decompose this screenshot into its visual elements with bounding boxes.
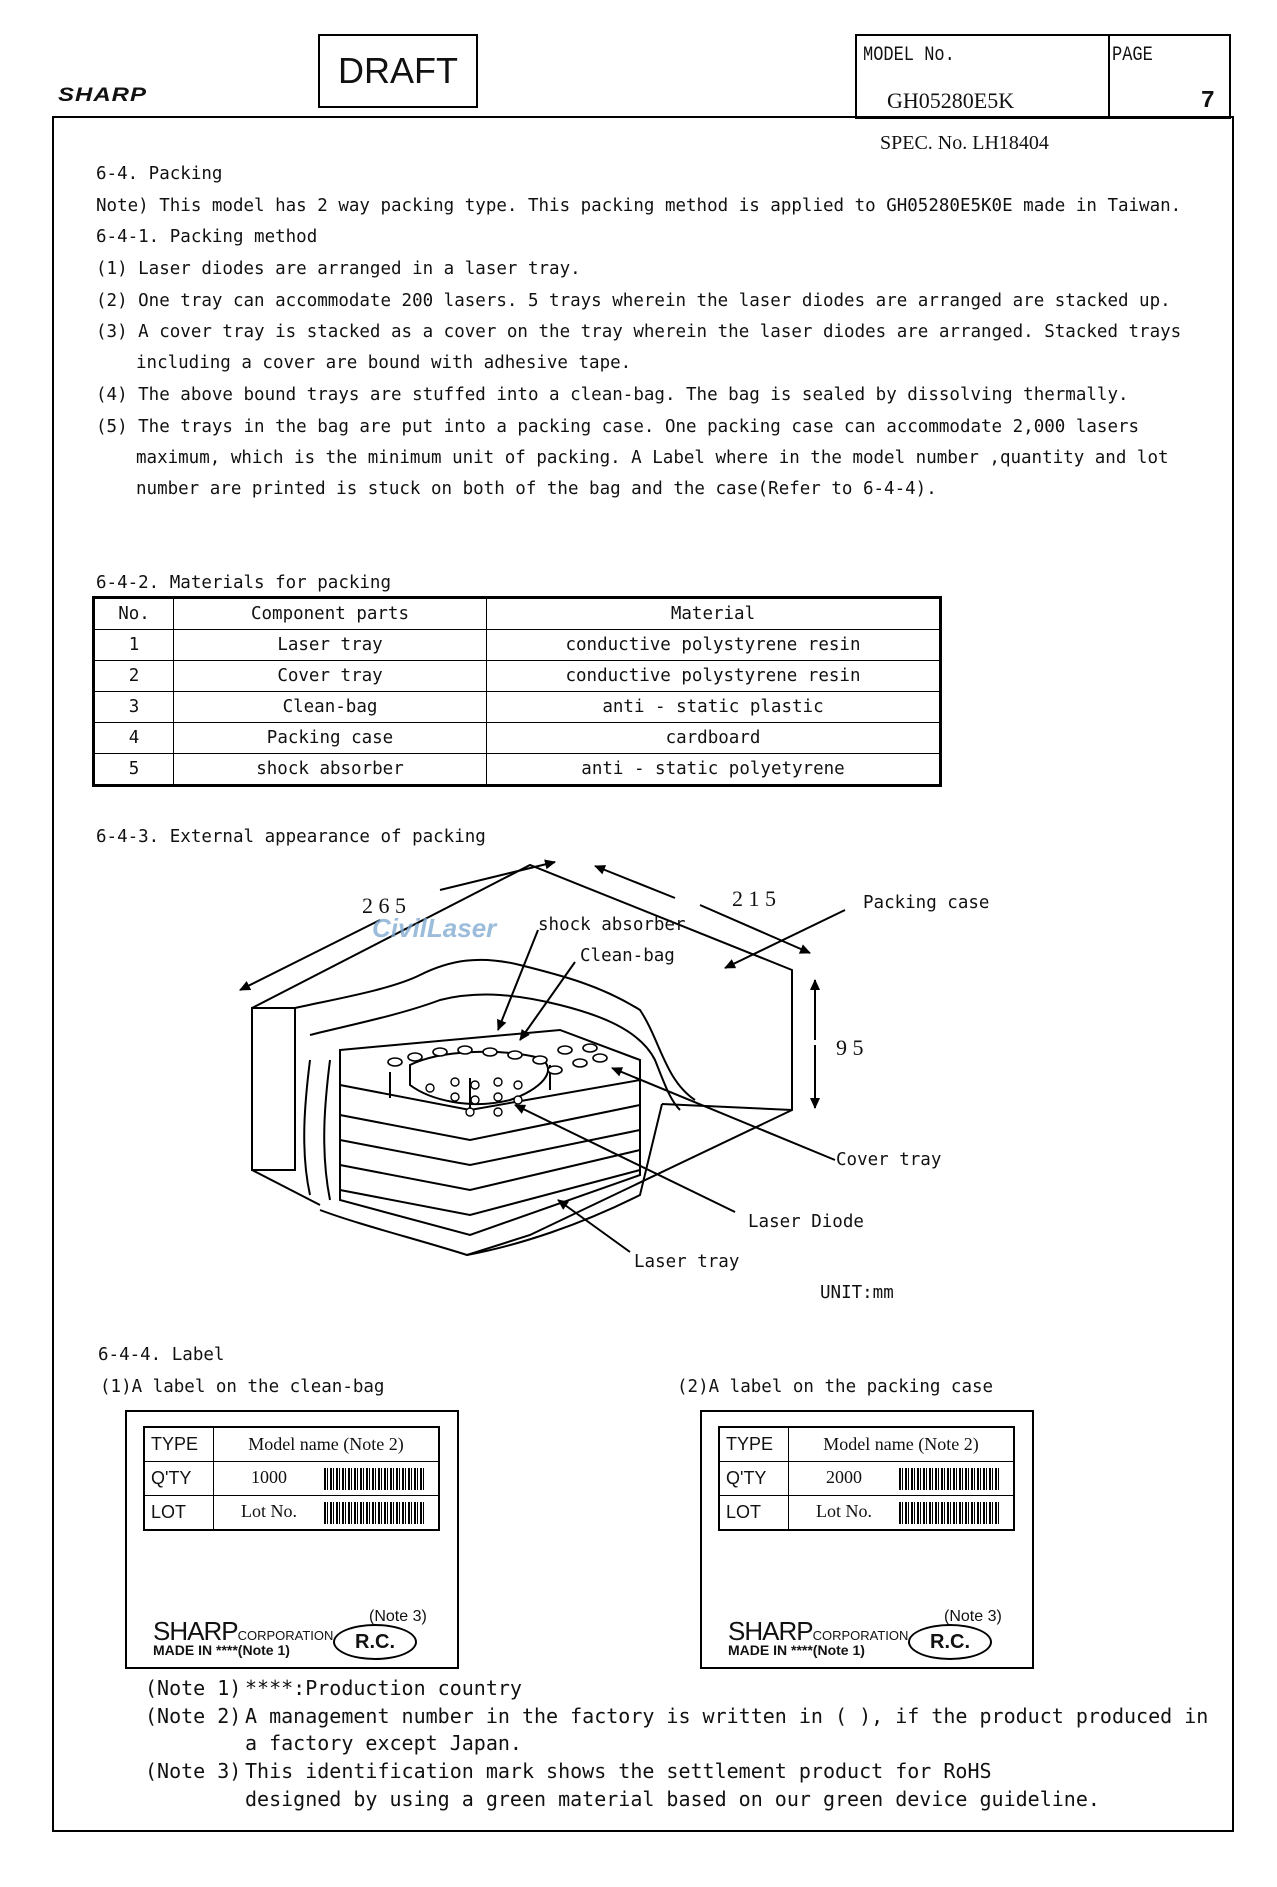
qty-key: Q'TY bbox=[144, 1462, 214, 1496]
dimension-width: 2 1 5 bbox=[732, 886, 776, 911]
callout-shock-absorber: shock absorber bbox=[538, 915, 686, 935]
lot-cell bbox=[214, 1496, 440, 1531]
cell-material: conductive polystyrene resin bbox=[487, 661, 941, 692]
qty-value: 1000 bbox=[251, 1467, 287, 1488]
type-value: Model name (Note 2) bbox=[789, 1427, 1015, 1462]
barcode-icon bbox=[324, 1468, 424, 1490]
rc-mark-icon: R.C. bbox=[333, 1624, 417, 1660]
model-number-label: MODEL No. bbox=[863, 44, 955, 67]
note-1-tag: (Note 1) bbox=[145, 1676, 242, 1700]
cell-component: shock absorber bbox=[174, 754, 487, 786]
spec-number: SPEC. No. LH18404 bbox=[880, 132, 1049, 154]
packing-step-2: (2) One tray can accommodate 200 lasers. 5 trays wherein the laser diodes are arranged are stacked up. bbox=[96, 291, 1171, 311]
callout-cover-tray: Cover tray bbox=[836, 1150, 942, 1170]
note-3-text: This identification mark shows the settlement product for RoHS bbox=[245, 1759, 992, 1783]
rc-mark-icon: R.C. bbox=[908, 1624, 992, 1660]
materials-title: 6-4-2. Materials for packing bbox=[96, 573, 392, 593]
note-2-text-cont: a factory except Japan. bbox=[245, 1731, 522, 1755]
callout-laser-tray: Laser tray bbox=[634, 1252, 740, 1272]
section-title-packing: 6-4. Packing bbox=[96, 164, 223, 184]
lot-cell bbox=[789, 1496, 1015, 1531]
cell-component: Laser tray bbox=[174, 630, 487, 661]
qty-cell bbox=[789, 1462, 1015, 1496]
barcode-icon bbox=[899, 1468, 999, 1490]
cell-no: 5 bbox=[94, 754, 174, 786]
packing-step-5-cont-2: number are printed is stuck on both of the bag and the case(Refer to 6-4-4). bbox=[136, 479, 937, 499]
label-section-title: 6-4-4. Label bbox=[98, 1345, 225, 1365]
barcode-icon bbox=[899, 1502, 999, 1524]
callout-clean-bag: Clean-bag bbox=[580, 946, 675, 966]
made-in-text: MADE IN ****(Note 1) bbox=[728, 1642, 865, 1658]
watermark: CivilLaser bbox=[372, 913, 497, 943]
brand-corp: CORPORATION bbox=[237, 1628, 334, 1643]
brand-name: SHARP bbox=[153, 1616, 238, 1646]
label-row-lot bbox=[144, 1496, 439, 1531]
barcode-icon bbox=[324, 1502, 424, 1524]
label-row-type bbox=[719, 1427, 1014, 1462]
qty-cell bbox=[214, 1462, 440, 1496]
label-row-qty bbox=[144, 1462, 439, 1496]
cell-no: 1 bbox=[94, 630, 174, 661]
callout-packing-case: Packing case bbox=[863, 893, 990, 913]
type-key: TYPE bbox=[144, 1427, 214, 1462]
cell-material: anti - static polyetyrene bbox=[487, 754, 941, 786]
cell-material: conductive polystyrene resin bbox=[487, 630, 941, 661]
callout-laser-diode: Laser Diode bbox=[748, 1212, 864, 1232]
cell-no: 2 bbox=[94, 661, 174, 692]
type-value: Model name (Note 2) bbox=[214, 1427, 440, 1462]
unit-label: UNIT:mm bbox=[820, 1283, 894, 1303]
lot-value: Lot No. bbox=[816, 1501, 872, 1522]
note-2-text: A management number in the factory is written in ( ), if the product produced in bbox=[245, 1704, 1209, 1728]
packing-step-3: (3) A cover tray is stacked as a cover on the tray wherein the laser diodes are arranged. Stacked trays bbox=[96, 322, 1182, 342]
header-no: No. bbox=[94, 598, 174, 630]
clean-bag-label bbox=[125, 1410, 459, 1669]
bag-label-caption: (1)A label on the clean-bag bbox=[100, 1377, 385, 1397]
label-info-table bbox=[718, 1426, 1015, 1531]
cell-component: Packing case bbox=[174, 723, 487, 754]
dimension-height: 9 5 bbox=[836, 1035, 864, 1060]
packing-step-4: (4) The above bound trays are stuffed into a clean-bag. The bag is sealed by dissolving thermally. bbox=[96, 385, 1129, 405]
lot-key: LOT bbox=[144, 1496, 214, 1531]
note-3-text-cont: designed by using a green material based on our green device guideline. bbox=[245, 1787, 1100, 1811]
header-material: Material bbox=[487, 598, 941, 630]
page-number: 7 bbox=[1200, 88, 1215, 115]
case-label-caption: (2)A label on the packing case bbox=[677, 1377, 994, 1397]
appearance-title: 6-4-3. External appearance of packing bbox=[96, 827, 486, 847]
brand-corp: CORPORATION bbox=[812, 1628, 909, 1643]
type-key: TYPE bbox=[719, 1427, 789, 1462]
cell-component: Cover tray bbox=[174, 661, 487, 692]
packing-method-title: 6-4-1. Packing method bbox=[96, 227, 318, 247]
header-component: Component parts bbox=[174, 598, 487, 630]
dimension-length: 2 6 5 bbox=[362, 893, 406, 918]
note-2-tag: (Note 2) bbox=[145, 1704, 242, 1728]
label-row-lot bbox=[719, 1496, 1014, 1531]
lot-key: LOT bbox=[719, 1496, 789, 1531]
packing-note: Note) This model has 2 way packing type. This packing method is applied to GH05280E5K0E made in Taiwan. bbox=[96, 196, 1182, 216]
cell-material: anti - static plastic bbox=[487, 692, 941, 723]
packing-step-3-cont: including a cover are bound with adhesive tape. bbox=[136, 353, 632, 373]
qty-value: 2000 bbox=[826, 1467, 862, 1488]
label-info-table bbox=[143, 1426, 440, 1531]
draft-stamp: DRAFT bbox=[318, 34, 478, 108]
note3-mark: (Note 3) bbox=[944, 1608, 1002, 1625]
lot-value: Lot No. bbox=[241, 1501, 297, 1522]
cell-component: Clean-bag bbox=[174, 692, 487, 723]
cell-no: 4 bbox=[94, 723, 174, 754]
label-row-qty bbox=[719, 1462, 1014, 1496]
packing-step-5-cont-1: maximum, which is the minimum unit of packing. A Label where in the model number ,quantity and lot bbox=[136, 448, 1169, 468]
packing-step-5: (5) The trays in the bag are put into a packing case. One packing case can accommodate 2,000 lasers bbox=[96, 417, 1140, 437]
packing-case-label bbox=[700, 1410, 1034, 1669]
cell-no: 3 bbox=[94, 692, 174, 723]
note-1-text: ****:Production country bbox=[245, 1676, 522, 1700]
page-label: PAGE bbox=[1112, 44, 1153, 67]
note3-mark: (Note 3) bbox=[369, 1608, 427, 1625]
brand-name: SHARP bbox=[728, 1616, 813, 1646]
qty-key: Q'TY bbox=[719, 1462, 789, 1496]
model-number-value: GH05280E5K bbox=[887, 88, 1015, 113]
sharp-logo: SHARP bbox=[58, 84, 148, 106]
label-row-type bbox=[144, 1427, 439, 1462]
note-3-tag: (Note 3) bbox=[145, 1759, 242, 1783]
made-in-text: MADE IN ****(Note 1) bbox=[153, 1642, 290, 1658]
packing-step-1: (1) Laser diodes are arranged in a laser tray. bbox=[96, 259, 581, 279]
cell-material: cardboard bbox=[487, 723, 941, 754]
